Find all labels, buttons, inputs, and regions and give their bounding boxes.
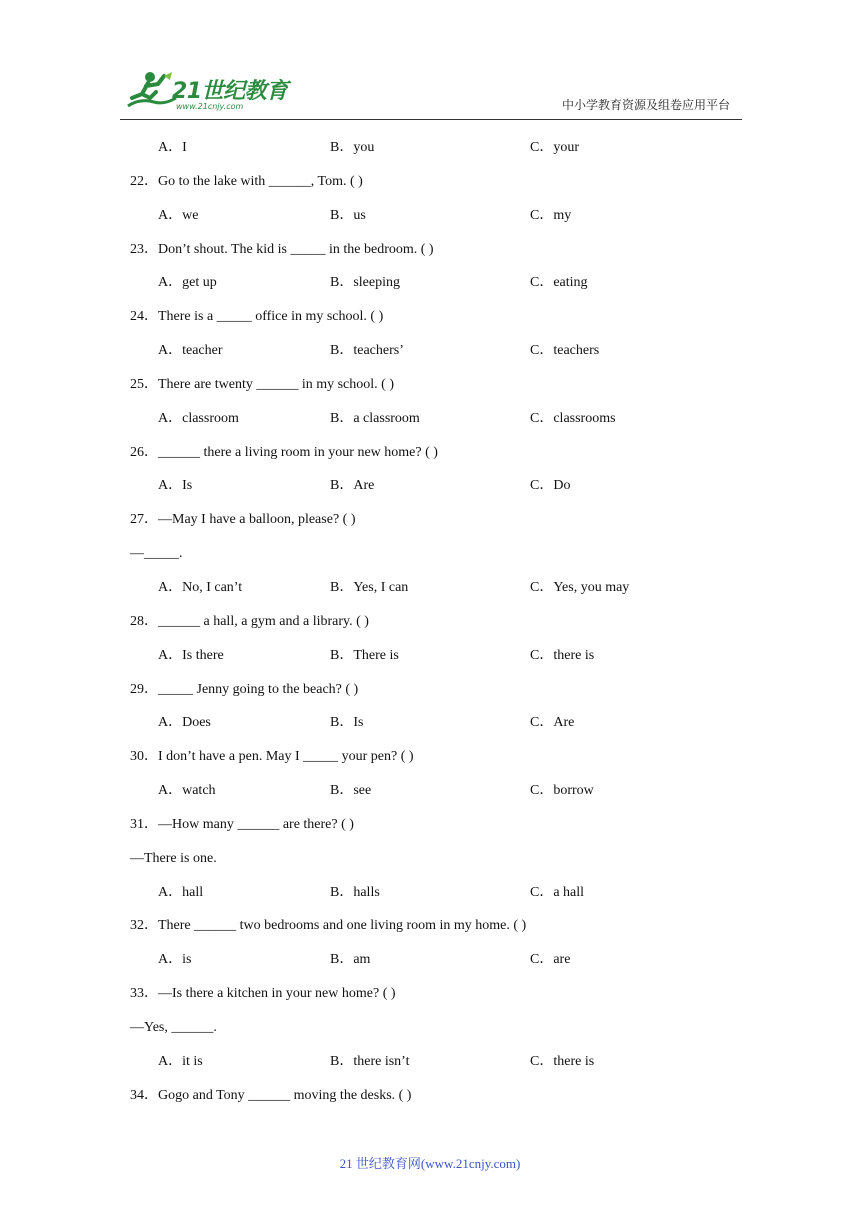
options-row: [130, 337, 750, 371]
options-row: [130, 269, 750, 303]
option-b: B．see: [330, 783, 372, 799]
option-b: B．sleeping: [330, 275, 400, 291]
option-a: A．Does: [158, 715, 211, 731]
option-b: B．there isn’t: [330, 1053, 410, 1069]
options-row: [130, 777, 750, 811]
option-a: A．No, I can’t: [158, 579, 243, 595]
site-logo: [120, 68, 290, 116]
option-a: A．we: [158, 207, 199, 223]
answer-line: —There is one.: [130, 850, 217, 866]
logo-url: www.21cnjy.com: [176, 102, 244, 111]
option-a: A．is: [158, 952, 192, 968]
options-row: [130, 202, 750, 236]
option-b: B．There is: [330, 647, 399, 663]
options-row: [130, 134, 750, 168]
question-text: 27．—May I have a balloon, please? ( ): [130, 512, 356, 528]
logo-wordmark: 21世纪教育: [172, 79, 288, 104]
option-b: B．halls: [330, 884, 380, 900]
runner-logo-icon: [120, 68, 180, 114]
option-a: A．Is there: [158, 647, 224, 663]
option-c: C．there is: [530, 1053, 595, 1069]
options-row: [130, 946, 750, 980]
answer-line: —Yes, ______.: [130, 1019, 217, 1035]
option-c: C．are: [530, 952, 571, 968]
option-a: A．it is: [158, 1053, 203, 1069]
option-b: B．us: [330, 207, 366, 223]
options-row: [130, 642, 750, 676]
options-row: [130, 405, 750, 439]
options-row: [130, 879, 750, 913]
option-b: B．Yes, I can: [330, 579, 409, 595]
header-divider: [120, 119, 742, 120]
option-a: A．get up: [158, 275, 217, 291]
page-footer: 21 世纪教育网(www.21cnjy.com): [339, 1156, 521, 1171]
question-text: 33．—Is there a kitchen in your new home? ( ): [130, 986, 396, 1002]
option-c: C．eating: [530, 275, 588, 291]
question-text: 31．—How many ______ are there? ( ): [130, 816, 354, 832]
option-b: B．a classroom: [330, 410, 420, 426]
option-c: C．borrow: [530, 783, 594, 799]
option-c: C．Do: [530, 478, 571, 494]
option-b: B．you: [330, 140, 375, 155]
options-row: [130, 472, 750, 506]
option-a: A．classroom: [158, 410, 239, 426]
option-c: C．Yes, you may: [530, 579, 630, 595]
question-text: 22．Go to the lake with ______, Tom. ( ): [130, 173, 363, 189]
question-text: 32．There ______ two bedrooms and one living room in my home. ( ): [130, 918, 527, 934]
option-a: A．I: [158, 140, 187, 155]
header-platform-text: 中小学教育资源及组卷应用平台: [561, 98, 730, 112]
option-c: C．a hall: [530, 884, 585, 900]
option-a: A．Is: [158, 478, 193, 494]
question-text: 29．_____ Jenny going to the beach? ( ): [130, 681, 359, 697]
option-a: A．watch: [158, 783, 216, 799]
options-row: [130, 709, 750, 743]
options-row: [130, 574, 750, 608]
question-list: [130, 134, 750, 1115]
option-b: B．Are: [330, 478, 375, 494]
question-text: 30．I don’t have a pen. May I _____ your pen? ( ): [130, 749, 414, 765]
option-b: B．am: [330, 952, 371, 968]
option-c: C．teachers: [530, 343, 600, 359]
question-text: 25．There are twenty ______ in my school. ( ): [130, 376, 394, 392]
question-text: 23．Don’t shout. The kid is _____ in the bedroom. ( ): [130, 241, 434, 257]
option-c: C．Are: [530, 715, 575, 731]
option-b: B．Is: [330, 715, 364, 731]
page-header: [0, 0, 860, 125]
option-c: C．my: [530, 207, 572, 223]
options-row: [130, 1048, 750, 1082]
option-c: C．there is: [530, 647, 595, 663]
option-a: A．hall: [158, 884, 204, 900]
question-text: 24．There is a _____ office in my school. ( ): [130, 309, 384, 325]
question-text: 26．______ there a living room in your new home? ( ): [130, 444, 438, 460]
option-c: C．your: [530, 140, 579, 155]
question-text: 28．______ a hall, a gym and a library. ( ): [130, 613, 369, 629]
question-text: 34．Gogo and Tony ______ moving the desks. ( ): [130, 1087, 412, 1103]
option-a: A．teacher: [158, 343, 223, 359]
answer-line: —_____.: [130, 546, 183, 562]
option-c: C．classrooms: [530, 410, 616, 426]
option-b: B．teachers’: [330, 343, 404, 359]
